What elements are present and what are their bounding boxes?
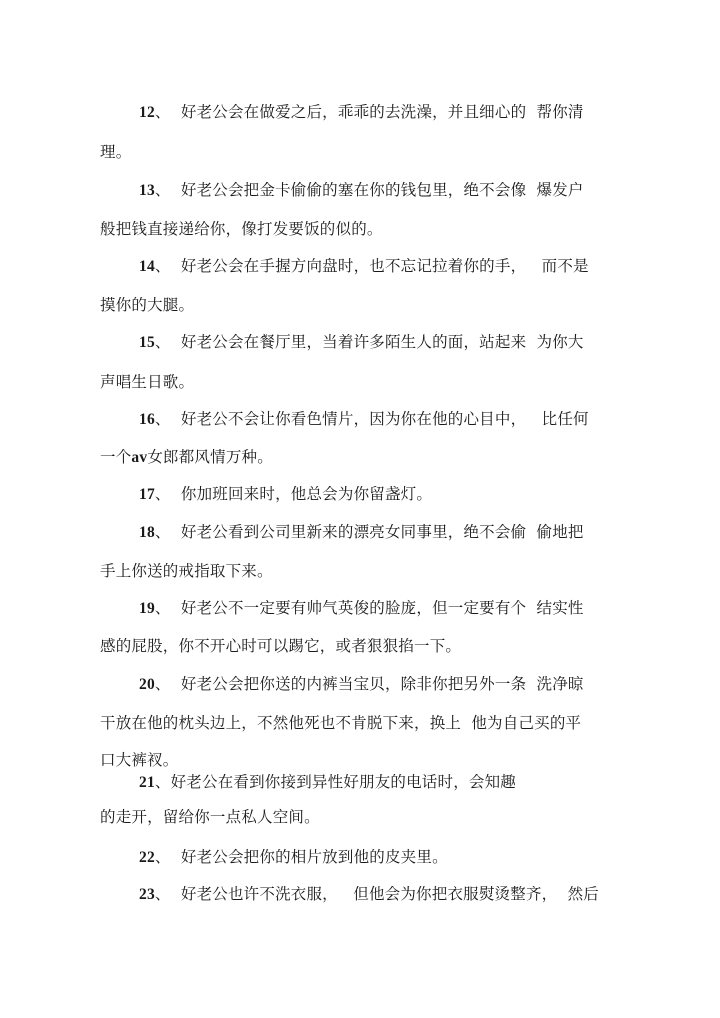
item-12-line-2: 理。 <box>100 143 132 161</box>
item-20-line-2: 干放在他的枕头边上，不然他死也不肯脱下来，换上 他为自己买的平 <box>100 714 582 732</box>
item-17-line-1: 17、 你加班回来时，他总会为你留盏灯。 <box>139 485 433 503</box>
item-18-line-1: 18、 好老公看到公司里新来的漂亮女同事里，绝不会偷 偷地把 <box>139 523 584 541</box>
item-21-line-1: 21、好老公在看到你接到异性好朋友的电话时，会知趣 <box>139 773 517 791</box>
item-number: 21 <box>139 774 155 791</box>
item-number: 16 <box>139 411 155 428</box>
item-13-line-2: 般把钱直接递给你，像打发要饭的似的。 <box>100 220 383 238</box>
item-number: 14 <box>139 258 155 275</box>
item-14-line-2: 摸你的大腿。 <box>100 296 195 314</box>
item-14-line-1: 14、 好老公会在手握方向盘时，也不忘记拉着你的手， 而不是 <box>139 257 589 275</box>
item-16-line-2: 一个av女郎都风情万种。 <box>100 448 273 466</box>
item-number: 17 <box>139 486 155 503</box>
item-number: 23 <box>139 886 155 903</box>
item-number: 19 <box>139 600 155 617</box>
item-number: 13 <box>139 182 155 199</box>
item-12-line-1: 12、 好老公会在做爱之后，乖乖的去洗澡，并且细心的 帮你清 <box>139 103 584 121</box>
item-number: 12 <box>139 104 155 121</box>
item-16-line-1: 16、 好老公不会让你看色情片，因为你在他的心目中， 比任何 <box>139 410 589 428</box>
item-15-line-1: 15、 好老公会在餐厅里，当着许多陌生人的面，站起来 为你大 <box>139 333 584 351</box>
item-number: 18 <box>139 524 155 541</box>
item-number: 20 <box>139 676 155 693</box>
item-18-line-2: 手上你送的戒指取下来。 <box>100 562 273 580</box>
item-19-line-1: 19、 好老公不一定要有帅气英俊的脸庞，但一定要有个 结实性 <box>139 599 584 617</box>
item-number: 22 <box>139 849 155 866</box>
item-number: 15 <box>139 334 155 351</box>
item-21-line-2: 的走开，留给你一点私人空间。 <box>100 808 320 826</box>
item-20-line-1: 20、 好老公会把你送的内裤当宝贝，除非你把另外一条 洗净晾 <box>139 675 584 693</box>
item-15-line-2: 声唱生日歌。 <box>100 373 195 391</box>
item-22-line-1: 22、 好老公会把你的相片放到他的皮夹里。 <box>139 848 448 866</box>
item-13-line-1: 13、 好老公会把金卡偷偷的塞在你的钱包里，绝不会像 爆发户 <box>139 181 584 199</box>
item-20-line-3: 口大裤衩。 <box>100 751 179 769</box>
item-23-line-1: 23、 好老公也许不洗衣服， 但他会为你把衣服熨烫整齐， 然后 <box>139 885 600 903</box>
item-19-line-2: 感的屁股，你不开心时可以踢它，或者狠狠掐一下。 <box>100 637 462 655</box>
